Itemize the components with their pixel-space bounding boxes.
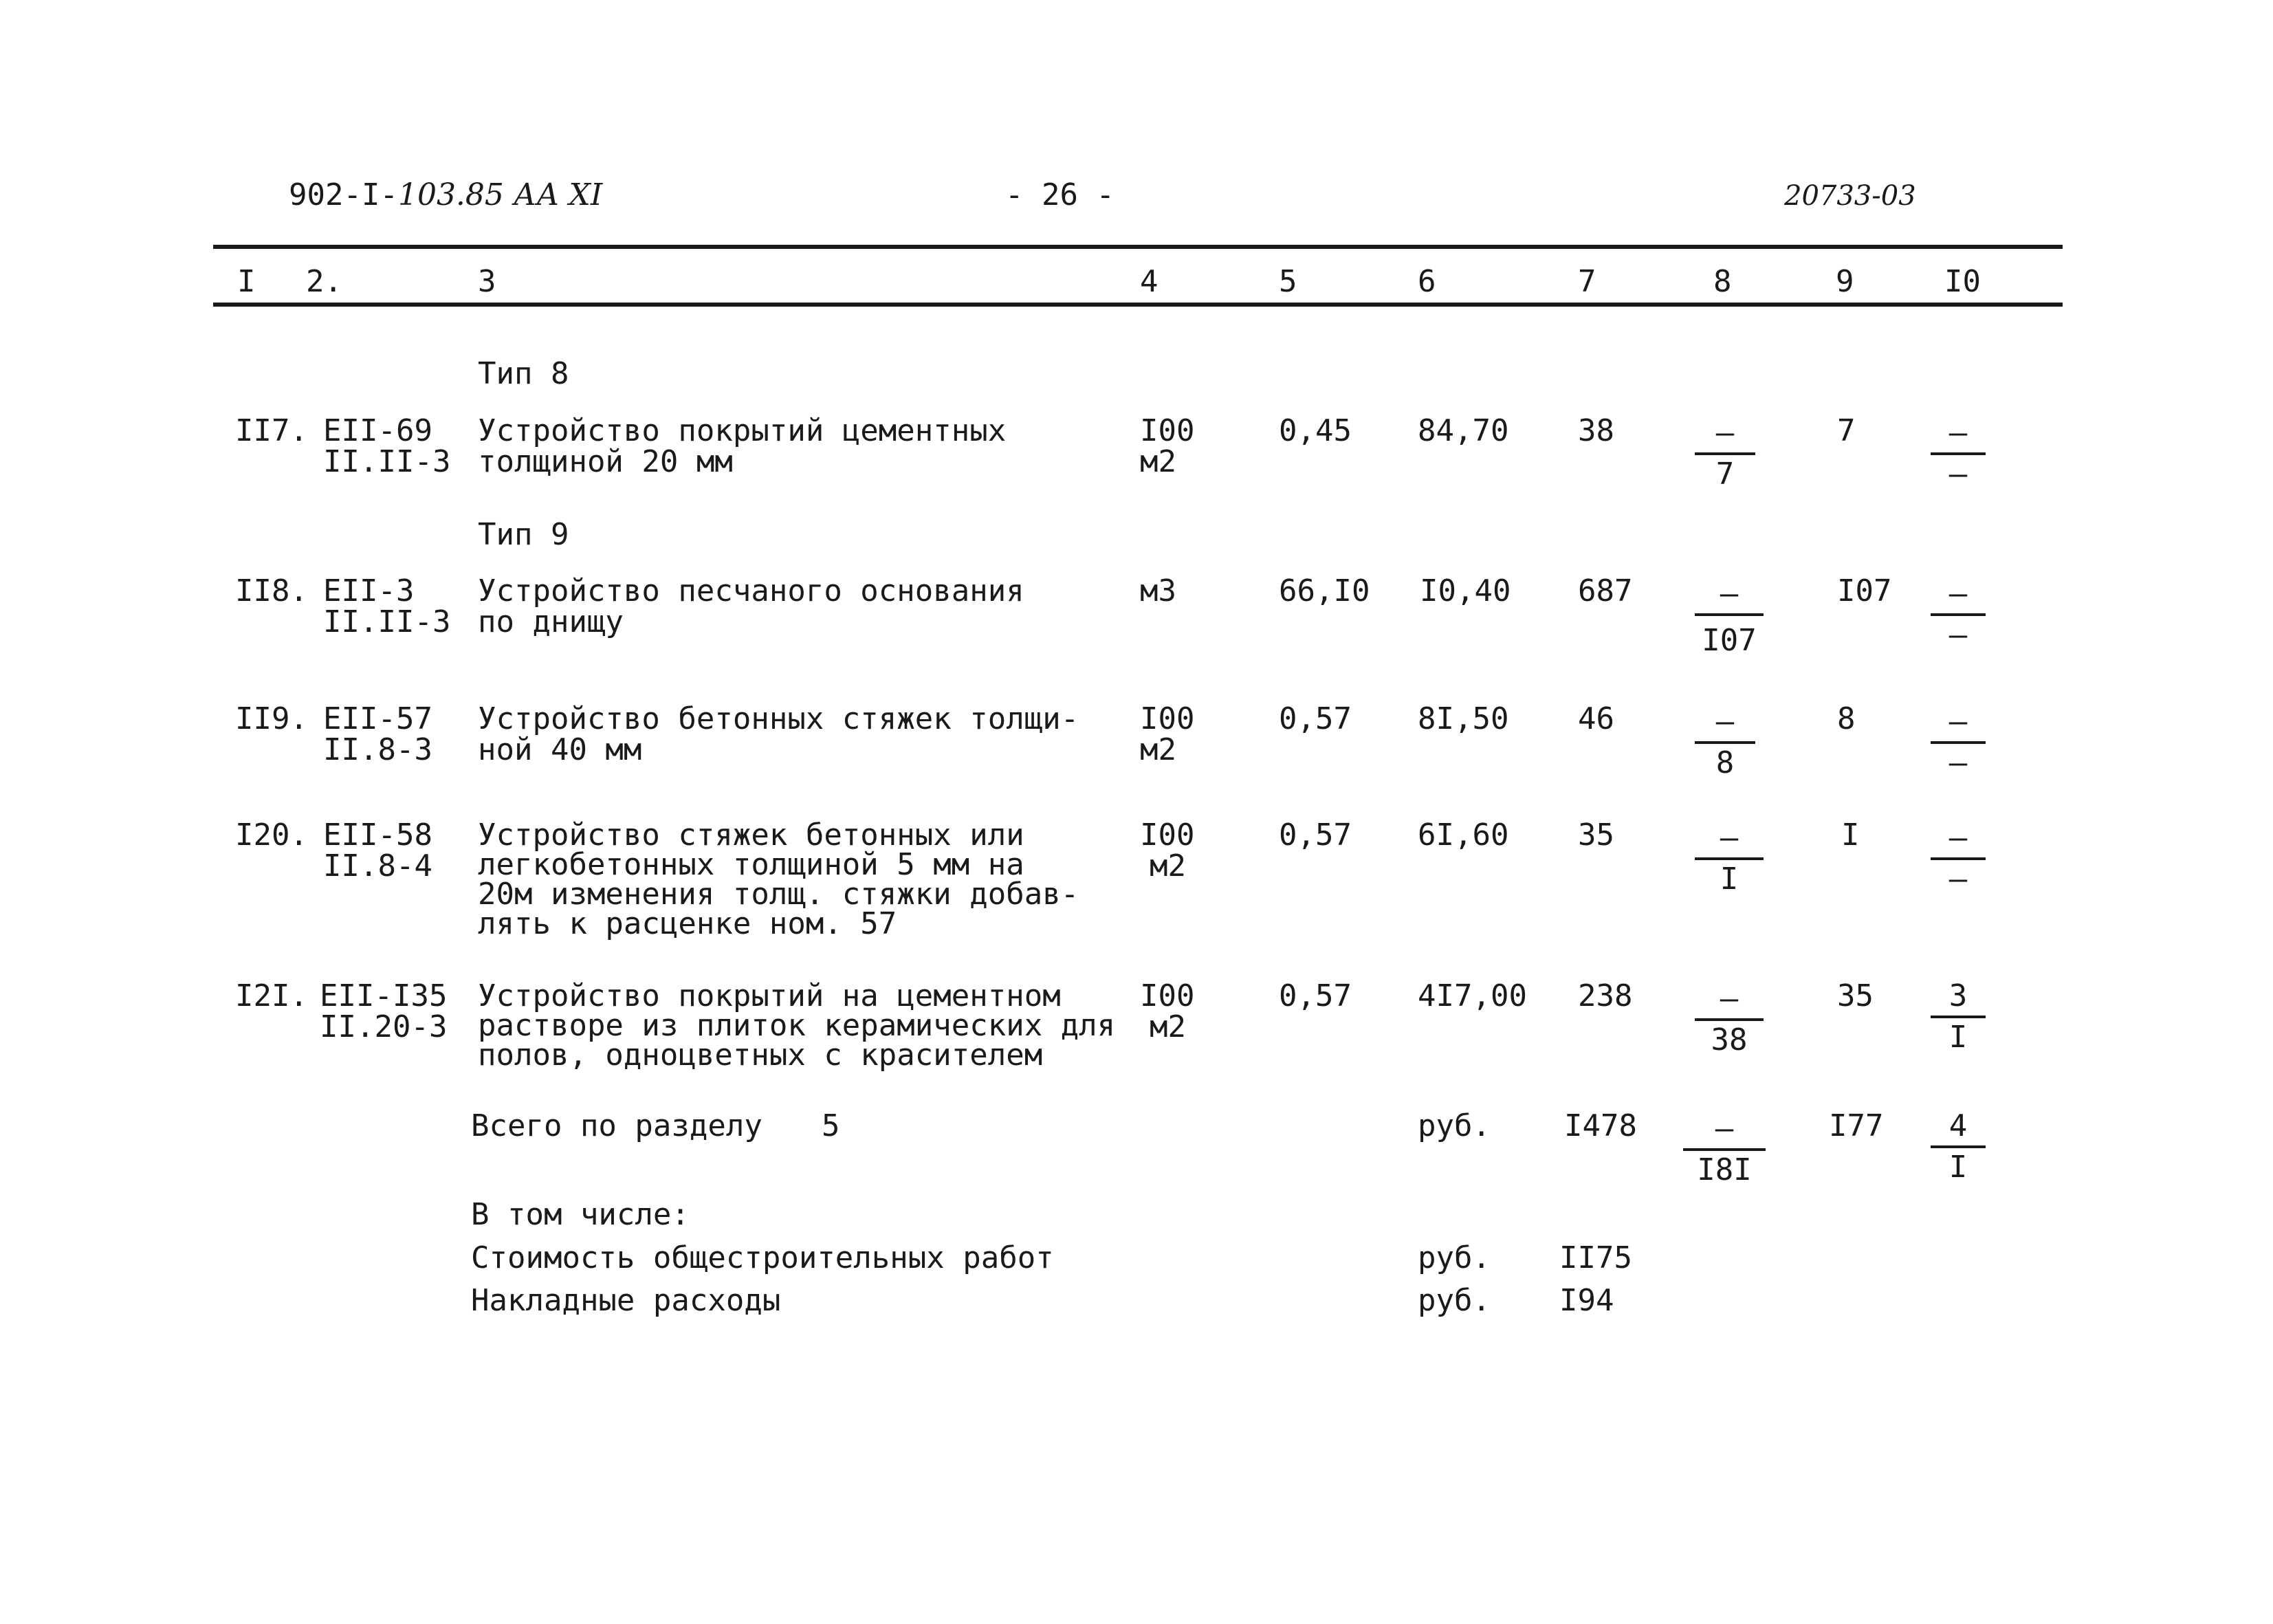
including-item-label: Накладные расходы: [471, 1283, 781, 1318]
row-quantity: 0,57: [1279, 978, 1352, 1013]
row-desc-line: Устройство песчаного основания: [478, 573, 1024, 608]
row-desc-line: по днищу: [478, 604, 624, 639]
row-desc-line: Устройство стяжек бетонных или: [478, 818, 1024, 853]
row-number: II8.: [235, 573, 308, 608]
doc-code-handwritten: 103.85 АА XI: [397, 177, 603, 212]
row-unit-price: I0,40: [1420, 573, 1511, 608]
row-desc-line: Устройство покрытий на цементном: [478, 978, 1061, 1013]
row-unit-line: I00: [1140, 818, 1195, 853]
row-col10-fraction: [1931, 820, 1986, 897]
row-number: II9.: [235, 701, 308, 736]
column-header-rule: [213, 303, 2063, 307]
top-rule: [213, 245, 2063, 249]
row-desc-line: полов, одноцветных с красителем: [478, 1038, 1043, 1073]
row-code-primary: EII-58: [323, 818, 432, 853]
fraction-bottom: I07: [1702, 623, 1757, 658]
fraction-bottom: –: [1948, 617, 1968, 652]
including-item-unit: руб.: [1418, 1240, 1491, 1275]
fraction-line: [1931, 613, 1986, 616]
row-code-primary: EII-3: [323, 573, 415, 608]
fraction-line: [1695, 741, 1755, 744]
row-code-primary: EII-I35: [320, 978, 448, 1013]
including-item-value: II75: [1559, 1240, 1632, 1275]
fraction-line: [1931, 1016, 1986, 1018]
col-header-9: 9: [1836, 264, 1854, 299]
including-item-label: Стоимость общестроительных работ: [471, 1240, 1054, 1275]
fraction-line: [1931, 857, 1986, 860]
col-header-5: 5: [1279, 264, 1297, 299]
col-header-6: 6: [1418, 264, 1436, 299]
row-col10-fraction: [1931, 704, 1986, 780]
row-col9: I07: [1837, 573, 1892, 608]
fraction-bottom: I: [1720, 862, 1739, 897]
summary-col9: I77: [1829, 1108, 1884, 1143]
fraction-top: –: [1720, 576, 1739, 611]
row-unit-line: м2: [1140, 732, 1176, 767]
row-code-secondary: II.II-3: [323, 604, 451, 639]
including-item-value: I94: [1559, 1283, 1614, 1318]
fraction-line: [1683, 1148, 1766, 1151]
row-total: 38: [1578, 413, 1614, 448]
fraction-line: [1695, 613, 1764, 616]
row-col9: 8: [1837, 701, 1856, 736]
fraction-bottom: 7: [1715, 457, 1735, 492]
row-desc-line: растворе из плиток керамических для: [478, 1008, 1116, 1043]
row-quantity: 66,I0: [1279, 573, 1370, 608]
summary-total: I478: [1564, 1108, 1637, 1143]
fraction-bottom: 8: [1715, 745, 1735, 780]
row-number: II7.: [235, 413, 308, 448]
row-code-secondary: II.8-3: [323, 732, 432, 767]
doc-code: [289, 177, 603, 212]
summary-unit: руб.: [1418, 1108, 1491, 1143]
fraction-bottom: I8I: [1697, 1152, 1752, 1187]
page-number: - 26 -: [1005, 177, 1114, 212]
fraction-bottom: I: [1948, 1020, 1968, 1055]
row-desc-line: Устройство бетонных стяжек толщи-: [478, 701, 1079, 736]
row-total: 238: [1578, 978, 1633, 1013]
fraction-line: [1695, 452, 1755, 455]
row-col9: 35: [1837, 978, 1874, 1013]
row-col9: I: [1841, 818, 1860, 853]
row-desc-line: легкобетонных толщиной 5 мм на: [478, 847, 1024, 882]
fraction-line: [1931, 452, 1986, 455]
row-col8-fraction: [1695, 704, 1755, 780]
fraction-top: –: [1715, 704, 1735, 739]
row-col10-fraction: [1931, 978, 1986, 1055]
row-desc-line: Устройство покрытий цементных: [478, 413, 1007, 448]
fraction-bottom: –: [1948, 862, 1968, 897]
fraction-top: –: [1948, 704, 1968, 739]
fraction-line: [1931, 1145, 1986, 1148]
row-col9: 7: [1837, 413, 1856, 448]
fraction-line: [1695, 857, 1764, 860]
fraction-top: 3: [1948, 978, 1968, 1013]
row-unit-line: I00: [1140, 978, 1195, 1013]
fraction-bottom: 38: [1711, 1022, 1748, 1057]
summary-col10-fraction: [1931, 1108, 1986, 1185]
row-unit-line: м2: [1140, 444, 1176, 479]
fraction-bottom: –: [1948, 745, 1968, 780]
row-number: I2I.: [235, 978, 308, 1013]
col-header-1: I: [237, 264, 256, 299]
row-col10-fraction: [1931, 415, 1986, 492]
col-header-7: 7: [1578, 264, 1596, 299]
col-header-8: 8: [1713, 264, 1732, 299]
row-unit-line: I00: [1140, 701, 1195, 736]
summary-col8-fraction: [1683, 1111, 1766, 1187]
fraction-top: –: [1948, 576, 1968, 611]
row-col8-fraction: [1695, 576, 1764, 658]
row-unit-price: 8I,50: [1418, 701, 1509, 736]
fraction-top: –: [1715, 1111, 1734, 1146]
row-code-secondary: II.8-4: [323, 848, 432, 884]
row-total: 35: [1578, 818, 1614, 853]
row-unit-line: м2: [1150, 848, 1186, 884]
fraction-top: –: [1715, 415, 1735, 450]
row-code-secondary: II.II-3: [323, 444, 451, 479]
col-header-4: 4: [1140, 264, 1159, 299]
row-desc-line: ной 40 мм: [478, 732, 642, 767]
section-title-type8: Тип 8: [478, 356, 569, 391]
fraction-line: [1695, 1018, 1764, 1021]
row-col8-fraction: [1695, 415, 1755, 492]
row-code-primary: EII-69: [323, 413, 432, 448]
row-quantity: 0,57: [1279, 701, 1352, 736]
row-desc-line: 20м изменения толщ. стяжки добав-: [478, 877, 1079, 912]
reference-code: 20733-03: [1784, 180, 1916, 212]
row-code-primary: EII-57: [323, 701, 432, 736]
fraction-top: –: [1720, 981, 1739, 1016]
row-unit-price: 4I7,00: [1418, 978, 1527, 1013]
fraction-top: –: [1720, 820, 1739, 855]
row-col10-fraction: [1931, 576, 1986, 652]
summary-label: Всего по разделу: [471, 1108, 762, 1143]
row-code-secondary: II.20-3: [320, 1009, 448, 1044]
fraction-top: –: [1948, 820, 1968, 855]
doc-code-printed: 902-I-: [289, 177, 398, 212]
fraction-top: –: [1948, 415, 1968, 450]
row-unit-price: 6I,60: [1418, 818, 1509, 853]
row-quantity: 0,57: [1279, 818, 1352, 853]
row-desc-line: лять к расценке ном. 57: [478, 906, 897, 941]
row-unit-line: м2: [1150, 1009, 1186, 1044]
fraction-bottom: –: [1948, 457, 1968, 492]
including-label: В том числе:: [471, 1197, 690, 1232]
row-total: 46: [1578, 701, 1614, 736]
col-header-3: 3: [478, 264, 496, 299]
col-header-10: I0: [1944, 264, 1981, 299]
section-title-type9: Тип 9: [478, 517, 569, 552]
col-header-2: 2.: [306, 264, 342, 299]
fraction-bottom: I: [1948, 1150, 1968, 1185]
fraction-line: [1931, 741, 1986, 744]
fraction-top: 4: [1948, 1108, 1968, 1143]
row-quantity: 0,45: [1279, 413, 1352, 448]
row-number: I20.: [235, 818, 308, 853]
row-unit-line: м3: [1140, 573, 1176, 608]
summary-section-number: 5: [822, 1108, 840, 1143]
row-col8-fraction: [1695, 820, 1764, 897]
including-item-unit: руб.: [1418, 1283, 1491, 1318]
row-unit-line: I00: [1140, 413, 1195, 448]
row-unit-price: 84,70: [1418, 413, 1509, 448]
row-total: 687: [1578, 573, 1633, 608]
row-col8-fraction: [1695, 981, 1764, 1057]
row-desc-line: толщиной 20 мм: [478, 444, 733, 479]
